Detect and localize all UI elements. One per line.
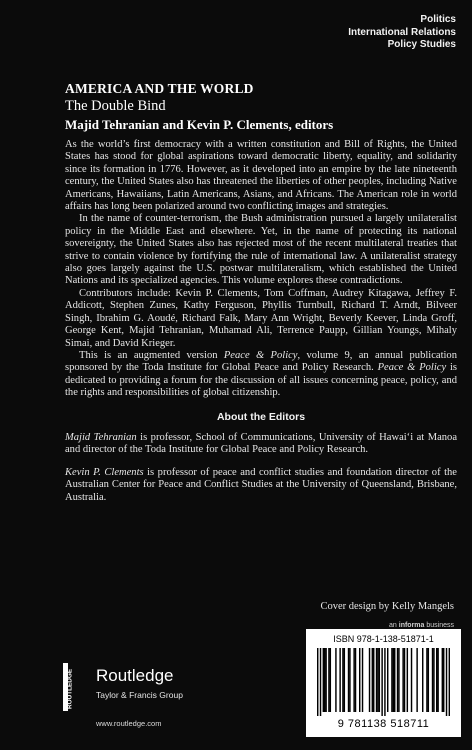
barcode-bar (323, 648, 324, 712)
barcode-bar (411, 648, 412, 712)
barcode-bar (339, 648, 340, 712)
barcode-bar (437, 648, 438, 712)
logo-vertical-text: ROUTLEDGE (66, 668, 74, 709)
editor-name: Majid Tehranian (65, 431, 137, 443)
book-title: AMERICA AND THE WORLD (65, 81, 254, 96)
text-span: , volume 9, an annual publication sponsored by the Toda Institute for Global Peace and Policy Research. (65, 349, 457, 374)
informa-suffix: business (424, 622, 454, 629)
barcode-bar (381, 648, 382, 716)
about-editors-heading: About the Editors (216, 410, 306, 423)
barcode-bar (428, 648, 429, 712)
informa-prefix: an (389, 622, 399, 629)
category-label: Policy Studies (387, 39, 456, 50)
book-subtitle: The Double Bind (65, 98, 166, 114)
bio-text: is professor, School of Communications, University of Hawai‘i at Manoa and director of the Toda Institute for Global Peace and Policy Research. (65, 431, 457, 456)
barcode-bar (353, 648, 354, 712)
editor-bio (65, 467, 457, 504)
informa-brand: informa (398, 622, 425, 629)
informa-business-mark (389, 622, 454, 629)
barcode-bar (391, 648, 392, 712)
barcode-bar (369, 648, 370, 712)
text-span: is dedicated to providing a forum for the discussion of all issues concerning peace, policy, and the rights and responsibilities of global citizenship. (65, 362, 457, 399)
barcode-bar (433, 648, 434, 712)
barcode-bar (348, 648, 349, 712)
barcode-bar (324, 648, 325, 712)
subject-categories (348, 14, 456, 52)
barcode-bar (387, 648, 388, 712)
barcode-bar (398, 648, 399, 712)
series-title: Peace & Policy (377, 362, 447, 374)
barcode-bar (359, 648, 360, 712)
barcode-bar (328, 648, 329, 712)
barcode-bar (422, 648, 423, 712)
barcode-bar (394, 648, 395, 712)
barcode-bar (407, 648, 408, 712)
category-label: International Relations (348, 26, 456, 38)
book-editors: Majid Tehranian and Kevin P. Clements, editors (65, 117, 334, 132)
barcode-bar (449, 648, 450, 716)
barcode-bar (404, 648, 405, 712)
publisher-website: www.routledge.com (96, 719, 162, 728)
isbn-barcode-box (306, 629, 461, 737)
barcode-bar (330, 648, 331, 712)
series-title: Peace & Policy (223, 349, 298, 361)
barcode-bar (397, 648, 398, 712)
barcode-bar (325, 648, 326, 712)
barcode-bar (379, 648, 380, 712)
barcode-bar (362, 648, 363, 712)
barcode-bar (344, 648, 345, 712)
routledge-logo-icon (62, 662, 92, 712)
barcode-bar (377, 648, 378, 712)
barcode-bar (355, 648, 356, 712)
cover-design-credit: Cover design by Kelly Mangels (320, 601, 454, 612)
barcode-bar (317, 648, 318, 716)
barcode-bar (373, 648, 374, 712)
bio-text: is professor of peace and conflict studies and foundation director of the Australian Center for Peace and Conflict Studies at the University of Queensland, Brisbane, Australia. (65, 466, 457, 503)
blurb (65, 139, 457, 514)
barcode-bar (442, 648, 443, 712)
publisher-group: Taylor & Francis Group (96, 690, 183, 700)
blurb-paragraph: In the name of counter-terrorism, the Bush administration pursued a largely unilateralist policy in the Middle East and elsewhere. Yet, in the name of protecting its national sovereignty, the United States also has rejected most of the recent multilateral treaties that strive to contain violence by fortifying the rule of international law. A unilateralist strategy also goes largely against the U.S. postwar multilateralism, which established the United Nations and its specialized agencies. This volume explores these contradictions. (65, 213, 457, 287)
barcode-bar (436, 648, 437, 712)
isbn-label: ISBN 978-1-138-51871-1 (333, 634, 434, 644)
barcode-bar (432, 648, 433, 712)
barcode-bar (376, 648, 377, 712)
barcode-bar (416, 648, 417, 712)
barcode-bar (402, 648, 403, 712)
barcode-bar (384, 648, 385, 716)
blurb-paragraph (65, 350, 457, 400)
barcode-bar (349, 648, 350, 712)
barcode-image (317, 648, 450, 716)
text-span: This is an augmented version (79, 349, 224, 361)
barcode-bar (320, 648, 321, 716)
editor-bio (65, 432, 457, 457)
barcode-digits: 9 781138 518711 (337, 718, 430, 730)
barcode-bar (335, 648, 336, 712)
publisher-name: Routledge (96, 666, 174, 685)
category-label: Politics (420, 14, 456, 25)
barcode-bar (342, 648, 343, 712)
barcode-bar (393, 648, 394, 712)
blurb-paragraph: As the world’s first democracy with a written constitution and Bill of Rights, the United States has stood for global aspirations toward democratic liberty, equality, and solidarity since its formation in 1776. However, as it developed into an empire by the late nineteenth century, the United States also has threatened the liberties of other peoples, including Native Americans, Hawaiians, Latin Americans, Asians, and Africans. The American role in world affairs has long been polarized around two conflicting images and strategies. (65, 139, 457, 213)
barcode-bar (426, 648, 427, 712)
contributors-paragraph: Contributors include: Kevin P. Clements, Tom Coffman, Audrey Kitagawa, Jeffrey F. Addicott, Stephen Zunes, Kathy Ferguson, Phyllis Turnbull, Richard T. Arndt, Bilveer Singh, Ibrahim G. Aoudé, Richard Falk, Mary Ann Wright, Beverly Keever, Linda Groff, George Kent, Majid Tehranian, Muhamad Ali, Terrence Paupp, Gillian Youngs, Mihaly Simai, and David Krieger. (65, 287, 457, 349)
editor-name: Kevin P. Clements (65, 466, 144, 478)
barcode-bar (446, 648, 447, 716)
barcode-bar (372, 648, 373, 712)
barcode-bar (443, 648, 444, 712)
